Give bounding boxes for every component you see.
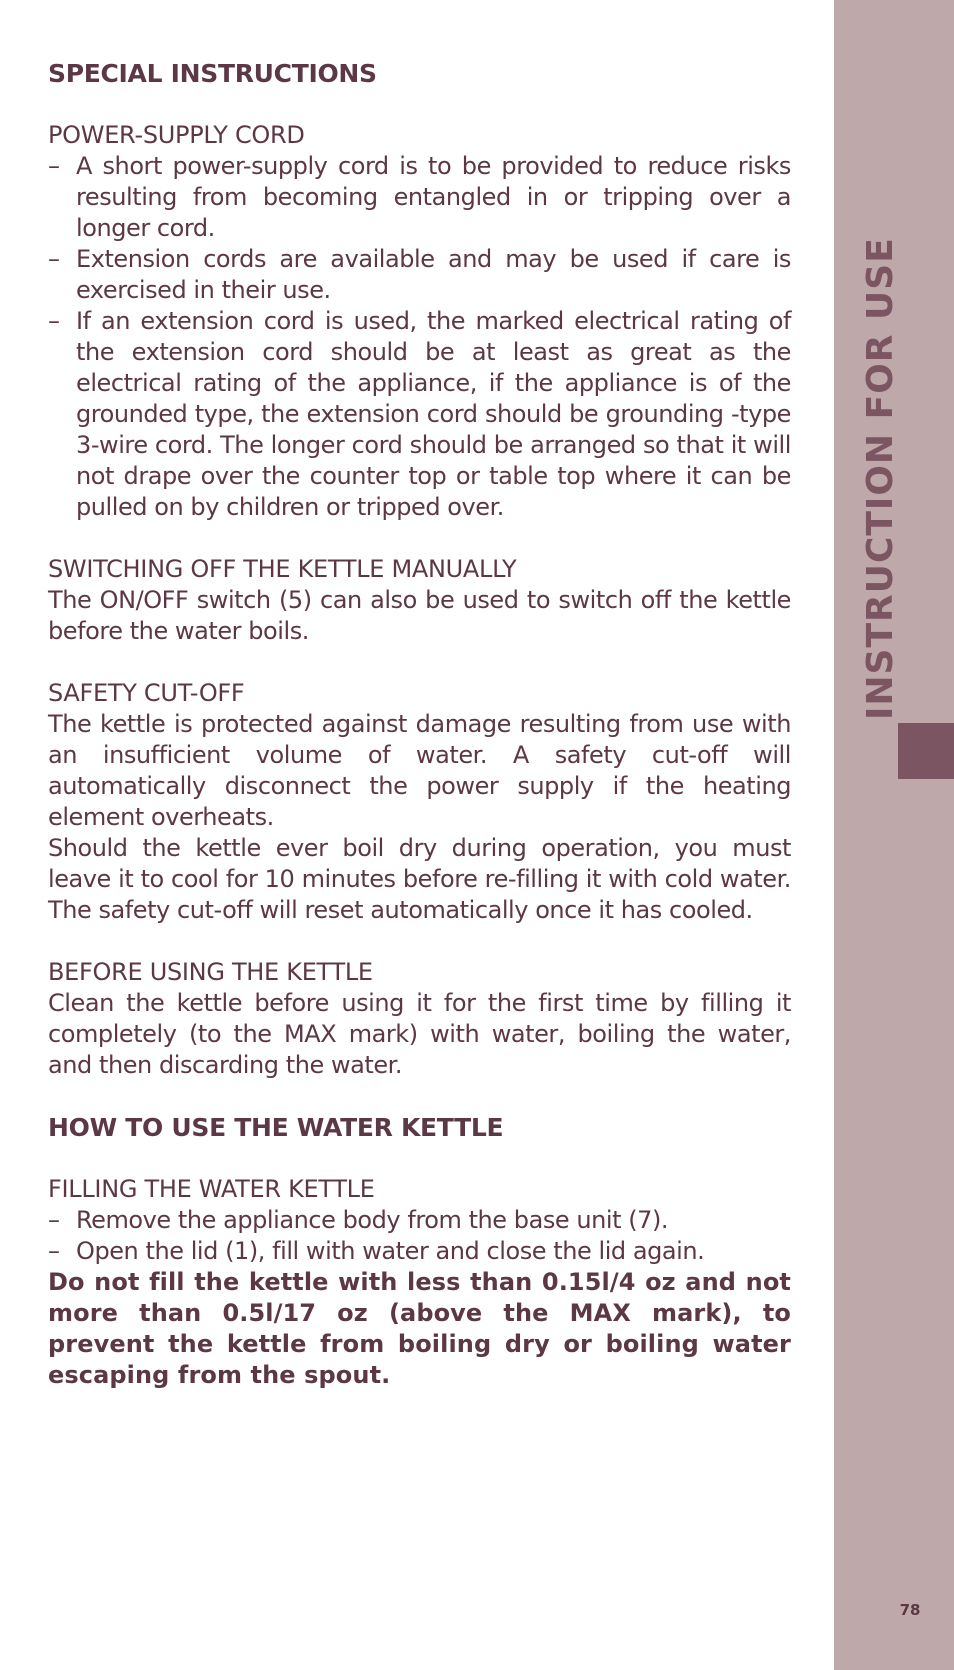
dash-marker: – [48, 245, 60, 273]
before-using-section [48, 957, 791, 1081]
side-tab-title: INSTRUCTION FOR USE [860, 237, 901, 720]
list-item [48, 1236, 791, 1267]
dash-marker: – [48, 1237, 60, 1265]
list-item-text: Extension cords are available and may be used if care is exercised in their use. [76, 245, 791, 304]
list-item-text: If an extension cord is used, the marked electrical rating of the extension cord should be at least as great as the electrical rating of the appliance, if the appliance is of the grounded type, the extension cord should be grounding -type 3-wire cord. The longer cord should be arranged so that it will not drape over the counter top or table top where it can be pulled on by children or tripped over. [76, 307, 791, 521]
power-supply-cord-section [48, 120, 791, 523]
switching-off-section [48, 554, 791, 647]
dash-marker: – [48, 1206, 60, 1234]
how-to-use-heading: HOW TO USE THE WATER KETTLE [48, 1113, 504, 1142]
list-item-text: A short power-supply cord is to be provided to reduce risks resulting from becoming entangled in or tripping over a longer cord. [76, 152, 791, 242]
filling-warning: Do not fill the kettle with less than 0.15l/4 oz and not more than 0.5l/17 oz (above the MAX mark), to prevent the kettle from boiling dry or boiling water escaping from the spout. [48, 1268, 791, 1389]
power-supply-cord-subheading: POWER-SUPPLY CORD [48, 121, 305, 149]
filling-list [48, 1205, 791, 1267]
safety-cutoff-paragraph-1: The kettle is protected against damage resulting from use with an insufficient volume of water. A safety cut-off will automatically disconnect the power supply if the heating element overheats. [48, 710, 791, 831]
switching-off-text: The ON/OFF switch (5) can also be used to switch off the kettle before the water boils. [48, 586, 791, 645]
page-number: 78 [899, 1601, 921, 1619]
before-using-text: Clean the kettle before using it for the first time by filling it completely (to the MAX mark) with water, boiling the water, and then discarding the water. [48, 989, 791, 1079]
list-item-text: Remove the appliance body from the base unit (7). [76, 1206, 669, 1234]
before-using-subheading: BEFORE USING THE KETTLE [48, 958, 373, 986]
list-item [48, 151, 791, 244]
filling-subheading: FILLING THE WATER KETTLE [48, 1175, 375, 1203]
safety-cutoff-section [48, 678, 791, 926]
switching-off-subheading: SWITCHING OFF THE KETTLE MANUALLY [48, 555, 517, 583]
dash-marker: – [48, 152, 60, 180]
safety-cutoff-paragraph-2: Should the kettle ever boil dry during operation, you must leave it to cool for 10 minutes before re-filling it with cold water. The safety cut-off will reset automatically once it has cooled. [48, 834, 791, 924]
list-item [48, 244, 791, 306]
safety-cutoff-subheading: SAFETY CUT-OFF [48, 679, 245, 707]
filling-section [48, 1174, 791, 1391]
section-marker-block [898, 723, 954, 779]
power-supply-cord-list [48, 151, 791, 523]
instruction-page-content [48, 58, 791, 1391]
list-item-text: Open the lid (1), fill with water and close the lid again. [76, 1237, 705, 1265]
list-item [48, 306, 791, 523]
list-item [48, 1205, 791, 1236]
dash-marker: – [48, 307, 60, 335]
special-instructions-heading: SPECIAL INSTRUCTIONS [48, 59, 377, 88]
